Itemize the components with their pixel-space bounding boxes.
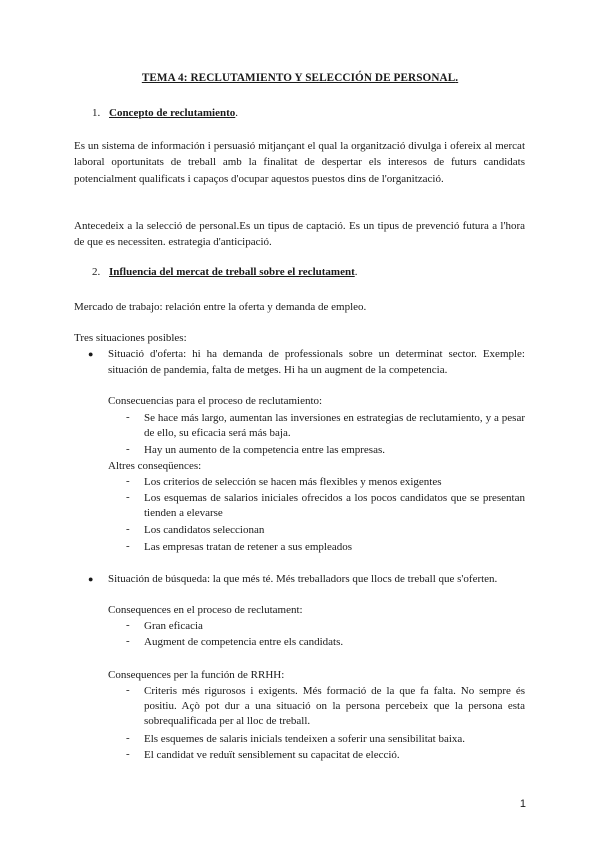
- dash-icon: -: [126, 732, 130, 744]
- bullet-icon: ●: [88, 349, 94, 359]
- consequences-label: Consecuencias para el proceso de reclutamiento:: [108, 395, 323, 407]
- list-item: Criteris més rigurosos i exigents. Més formació de la que fa falta. No sempre és positiu. Açò pot dur a una situació on la persona percebeix que la persona esta sobrequalificada per al lloc de treball.: [144, 685, 525, 727]
- list-item: Las empresas tratan de retener a sus empleados: [144, 541, 352, 553]
- dash-icon: -: [126, 684, 130, 696]
- paragraph-definition: Es un sistema de información i persuasió mitjançant el qual la organització divulga i ofereix al mercat laboral oportunitats de treball amb la finalitat de despertar els interesos de futurs candidats potencialment qualificats i capaços d'ocupar aquestos puestos dins de l'organització.: [74, 140, 525, 185]
- consequences-label: Consequences per la función de RRHH:: [108, 669, 285, 681]
- dash-icon: -: [126, 523, 130, 535]
- list-item: Hay un aumento de la competencia entre las empresas.: [144, 444, 385, 456]
- dash-icon: -: [126, 635, 130, 647]
- dash-icon: -: [126, 443, 130, 455]
- section-heading-2: 2. Influencia del mercat de treball sobre el reclutament.: [92, 266, 358, 278]
- list-item: Los criterios de selección se hacen más flexibles y menos exigentes: [144, 476, 442, 488]
- dash-icon: -: [126, 619, 130, 631]
- bullet-icon: ●: [88, 574, 94, 584]
- dash-icon: -: [126, 475, 130, 487]
- list-item: Gran eficacia: [144, 620, 203, 632]
- list-item: El candidat ve reduït sensiblement su capacitat de elecció.: [144, 749, 400, 761]
- situation-offer: Situació d'oferta: hi ha demanda de professionals sobre un determinat sector. Exemple: situación de pandemia, falta de metges. Hi ha un augment de la competencia.: [108, 348, 525, 376]
- dash-icon: -: [126, 540, 130, 552]
- situation-search: Situación de búsqueda: la que més té. Més treballadors que llocs de treball que s'oferten.: [108, 573, 498, 585]
- list-item: Augment de competencia entre els candidats.: [144, 636, 344, 648]
- paragraph-labor-market: Mercado de trabajo: relación entre la oferta y demanda de empleo.: [74, 301, 367, 313]
- dash-icon: -: [126, 748, 130, 760]
- list-item: Los esquemas de salarios iniciales ofrecidos a los pocos candidatos que se presentan tienden a elevarse: [144, 492, 525, 519]
- consequences-label: Altres conseqüences:: [108, 460, 202, 472]
- consequences-label: Consequences en el proceso de reclutament:: [108, 604, 303, 616]
- page-number: 1: [519, 798, 526, 810]
- dash-icon: -: [126, 411, 130, 423]
- list-item: Los candidatos seleccionan: [144, 524, 265, 536]
- list-item: Se hace más largo, aumentan las inversiones en estrategias de reclutamiento, y a pesar de ello, su eficacia será más baja.: [144, 412, 525, 439]
- list-item: Els esquemes de salaris inicials tendeixen a soferir una sensibilitat baixa.: [144, 733, 466, 745]
- section-heading-1: 1. Concepto de reclutamiento.: [92, 107, 239, 119]
- dash-icon: -: [126, 491, 130, 503]
- page-title: TEMA 4: RECLUTAMIENTO Y SELECCIÓN DE PERSONAL.: [141, 72, 459, 84]
- paragraph-anticipation: Antecedeix a la selecció de personal.Es un tipus de captació. Es un tipus de prevenció futura a l'hora de que es necessiten. estrategia d'anticipació.: [74, 220, 525, 249]
- paragraph-three-situations: Tres situaciones posibles:: [74, 332, 187, 344]
